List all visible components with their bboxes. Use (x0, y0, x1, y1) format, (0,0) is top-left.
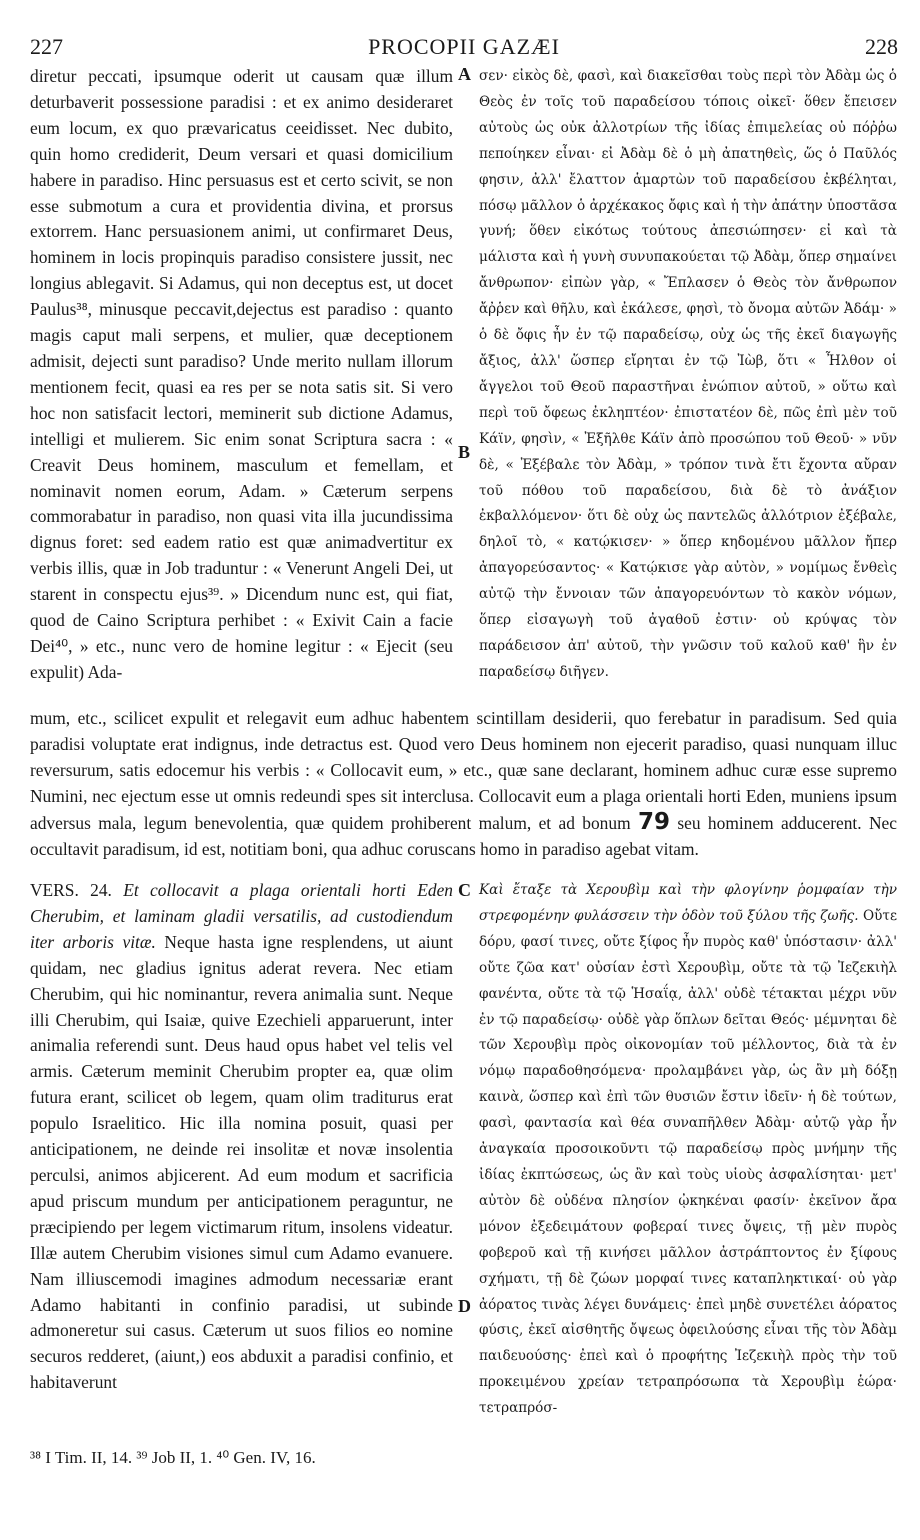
margin-marker-d: D (458, 1296, 471, 1316)
column-number: 79 (637, 808, 670, 835)
latin-text-top: diretur peccati, ipsumque oderit ut causam quæ illum deturbaverit possessione paradisi : et ex animo desideraret eum locum, ex quo prævaricatus ceeidisset. Nec dubito, quin homo crediderit, Deum versari et quasi domicilium habere in paradiso. Hinc persuasus est et certo scivit, se non esse submotum a cura et providentia divina, et prorsus extorrem. Hanc persuasionem animi, ut confirmaret Deus, hominem in locis propinquis paradiso consistere jussit, nec longius ablegavit. Si Adamus, qui non deceptus est, ut docet Paulus³⁸, minusque peccavit,dejectus est paradiso : quanto magis caput mali serpens, et mulier, quæ deceptionem admisit, dejecti sunt paradiso? Unde merito nullam illorum mentionem fecit, quasi ea res per se nota satis sit. Si vero hoc non satisfacit lectori, meminerit sub dictione Adamus, intelligi et mulierem. Sic enim sonat Scriptura sacra : « Creavit Deus hominem, masculum et femellam, et nominavit nomen eorum, Adam. » Cæterum serpens commorabatur in paradiso, non quasi vita illa jucundissima dignus foret: sed eadem ratio est quæ animadvertitur ex verbis illis, quæ in Job traduntur : « Venerunt Angeli Dei, ut starent in conspectu ejus³⁹. » Dicendum nunc est, qui fiat, quod de Caino Scriptura perhibet : « Exivit Cain a facie Dei⁴⁰, » etc., nunc vero de homine legitur : « Ejecit (seu expulit) Ada- (30, 66, 453, 682)
running-title: PROCOPII GAZÆI (368, 34, 560, 59)
greek-column-bottom (479, 878, 897, 1430)
greek-text-top: σεν· εἰκὸς δὲ, φασὶ, καὶ διακεῖσθαι τοὺς περὶ τὸν Ἀδὰμ ὡς ὁ Θεὸς ἐν τοῖς τοῦ παραδείσου τόποις οἰκεῖ· ὅθεν ἔπεισεν αὐτοὺς ὡς οὐκ ἀλλοτρίων τῆς ἰδίας ἐπιμελείας οὐ πόῤῥω πεποίηκεν εἶναι· εἰ Ἀδὰμ δὲ ὁ μὴ ἀπατηθεὶς, ὥς ὁ Παῦλός φησιν, ἀλλ' ἔλαττον ἁμαρτὼν τοῦ παραδείσου ἐκβέληται, πόσῳ μᾶλλον ὁ ἀρχέκακος ὄφις καὶ ἡ τὴν ἀπάτην ὑποστᾶσα γυνή; ὅθεν εἰκότως τούτους ἀπεσιώπησεν· εἰ καὶ τὰ μάλιστα καὶ ἡ γυνὴ συνυπακούεται τῷ Ἀδὰμ, ὅπερ σημαίνει ἄνθρωπον· εἰπὼν γὰρ, « Ἔπλασεν ὁ Θεὸς τὸν ἄνθρωπον ἄῤῥεν καὶ θῆλυ, καὶ ἐκάλεσε, φησὶ, τὸ ὄνομα αὐτῶν Ἀδάμ· » ὁ δὲ ὄφις ἦν ἐν τῷ παραδείσῳ, οὐχ ὡς τῆς ἐκεῖ διαγωγῆς ἄξιος, ἀλλ' ὥσπερ εἴρηται ἐν τῷ Ἰὼβ, ὅτι « Ἦλθον οἱ ἄγγελοι τοῦ Θεοῦ παραστῆναι ἐνώπιον αὐτοῦ, » οὕτω καὶ περὶ τοῦ ὄφεως ἐκληπτέον· ἐπιστατέον δὲ, πῶς ἐπὶ μὲν τοῦ Κάϊν, φησὶν, « Ἐξῆλθε Κάϊν ἀπὸ προσώπου τοῦ Θεοῦ· » νῦν δὲ, « Ἐξέβαλε τὸν Ἀδὰμ, » τρόπον τινὰ ἔτι ἔχοντα αὔραν τοῦ πόθου τοῦ παραδείσου, διὰ δὲ τὸ ἀνάξιον ἐκβαλλόμενον· ὅτι δὲ οὐχ ὡς παντελῶς ἀλλότριον ἐξέβαλε, δηλοῖ τὸ, « κατῴκισεν· » ὅπερ κηδομένου μᾶλλον ἤπερ ἀπαγορεύσαντος· « Κατῴκισε γὰρ αὐτὸν, » νομίμως ἔνθεὶς αὐτῷ τὴν ἔννοιαν τῶν ἀπαγορευόντων τὸ κακὸν νόμων, ὅπερ εἰσαγωγὴ τοῦ ἀγαθοῦ ἐστιν· οὐ κρύψας τὸν παράδεισον ἀπ' αὐτοῦ, τὴν γνῶσιν τοῦ καλοῦ καθ' ἣν ἐν παραδείσῳ διῆγεν. (479, 68, 897, 680)
verse-lemma: Et collocavit a plaga orientali horti Eden Cherubim, et laminam gladii versatilis, ad custodiendum iter arboris vitæ. (30, 880, 453, 952)
latin-fullwidth-paragraph (30, 706, 897, 862)
latin-fullwidth-text (30, 706, 897, 862)
greek-text-bottom (479, 878, 897, 1422)
page-header (30, 30, 898, 60)
greek-column-top (479, 64, 897, 704)
latin-column-top (30, 64, 453, 704)
greek-commentary: Οὔτε δόρυ, φασί τινες, οὔτε ξίφος ἦν πυρὸς καθ' ὑπόστασιν· ἀλλ' οὔτε ζῶα κατ' οὐσίαν ἐστὶ Χερουβὶμ, οὔτε τὰ τῷ Ἰεζεκιὴλ φανέντα, οὔτε τὰ τῷ Ἡσαΐᾳ, ἀλλ' οὐδὲ τέτακται μέχρι νῦν ἐν τῷ παραδείσῳ· οὐδὲ γὰρ ὅπλων δεῖται Θεός· μέμνηται δὲ τῶν Χερουβὶμ πρὸς οἰκονομίαν τοῦ μέλλοντος, διὰ τὰ ἐν νόμῳ παραδοθησόμενα· προλαμβάνει γὰρ, ὡς ἂν μὴ δόξῃ καινὰ, ὥσπερ καὶ ἐπὶ τῶν θυσιῶν ἔστιν ἰδεῖν· ἡ δὲ τούτων, φασὶ, φαντασία καὶ θέα συναπῆλθεν Ἀδὰμ· αὐτῷ γὰρ ἦν ἀναγκαία προσοικοῦντι τῷ παραδείσῳ πρὸς μνήμην τῆς ἰδίας ἐκπτώσεως, ὡς ἂν καὶ τοὺς υἱοὺς ἀσφαλίσηται· μετ' αὐτὸν δὲ οὐδένα πλησίον ᾠκηκέναι φασίν· ἐκεῖνον ἄρα μόνον ἐξεδειμάτουν φοβεραί τινες ὄψεις, τῇ μὲν πυρὸς φοβεροῦ καὶ τῇ κινήσει μᾶλλον ἀστράπτοντος ἐν ξίφους σχήματι, τῇ δὲ ζώων μορφαί τινες καταπληκτικαί· οὐ γὰρ ἀόρατος τινὰς λέγει δυνάμεις· ἐπεὶ μηδὲ συνετέλει ἀόρατος φύσις, ἐκεῖ αἰσθητῆς ὄψεως ὀφειλούσης εἶναι τῆς τὸν Ἀδὰμ παιδευούσης· ἐπεὶ καὶ ὁ προφήτης Ἰεζεκιὴλ πρὸς τὴν τοῦ προκειμένου χρείαν τετραπρόσωπα τὰ Χερουβὶμ ἑώρα· τετραπρόσ- (479, 907, 897, 1417)
latin-column-bottom (30, 878, 453, 1430)
verse-number: VERS. 24. (30, 880, 112, 900)
footnotes: ³⁸ I Tim. II, 14. ³⁹ Job II, 1. ⁴⁰ Gen. IV, 16. (30, 1448, 316, 1467)
fullwidth-text-after: seu hominem adducerent. Nec occultavit paradisum, id est, notitiam boni, qua adhuc coruscans homo in paradiso agebat vitam. (30, 812, 897, 859)
margin-marker-b: B (458, 442, 471, 462)
greek-lemma: Καὶ ἔταξε τὰ Χερουβὶμ καὶ τὴν φλογίνην ῥομφαίαν τὴν στρεφομένην φυλάσσειν τὴν ὁδὸν τοῦ ξύλου τῆς ζωῆς. (479, 882, 897, 924)
fullwidth-text-before: mum, etc., scilicet expulit et relegavit eum adhuc habentem scintillam desiderii, quo ferebatur in paradisum. Sed quia paradisi voluptate erat indignus, inde detractus est. Quod vero Deus hominem non ejecerit paradiso, quasi nunquam illuc reversurum, satis edocemur his verbis : « Collocavit eum, » etc., quæ sane declarant, hominem adhuc curæ esse supremo Numini, nec ejectum esse ut omnis redeundi spes sit interclusa. Collocavit eum a plaga orientali horti Eden, muniens ipsum adversus mala, legum benevolentia, quæ quidem prohiberent malum, et ad bonum (30, 708, 897, 833)
margin-marker-c: C (458, 880, 471, 900)
margin-marker-a: A (458, 64, 471, 84)
page-number-right: 228 (864, 34, 898, 59)
page-number-left: 227 (30, 34, 63, 59)
latin-text-bottom (30, 878, 453, 1396)
latin-commentary: Neque hasta igne resplendens, ut aiunt quidam, nec gladius ignitus aderat revera. Nec etiam Cherubim, qui hic nominantur, revera animalia sunt. Neque illi Cherubim, qui Isaiæ, quive Ezechieli apparuerunt, inter animalia referendi sunt. Deus haud opus habet vel telis vel armis. Cæterum meminit Cherubim propter ea, quæ olim futura erant, scilicet ob legem, quam olim traditurus erat populo Israelitico. Hic illa nomina posuit, quasi per anticipationem, ne deinde rei insolitæ et novæ insolentia perculsi, animos abjicerent. Ad eum modum et sacrificia apud priscum mundum per anticipationem peraguntur, ne præcipiendo per legem victimarum ritum, insolens videatur. Illæ autem Cherubim visiones simul cum Adamo evanuere. Nam illiuscemodi imagines admodum necessariæ erant Adamo habitanti in confinio paradisi, ut subinde admoneretur sui casus. Cæterum ut suos filios eo nomine securos redderet, (aiunt,) eos abduxit a paradisi confinio, et habitaverunt (30, 931, 453, 1393)
